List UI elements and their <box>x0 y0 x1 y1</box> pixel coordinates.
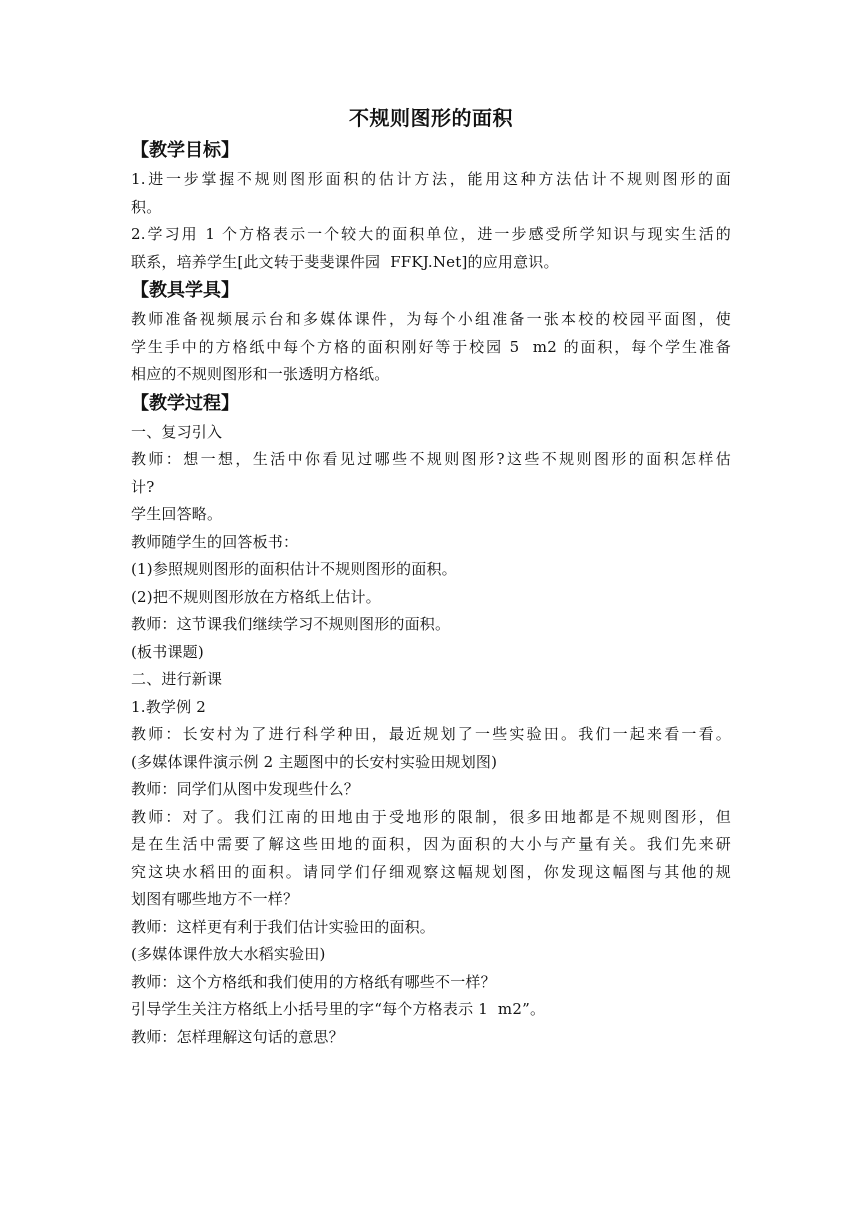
paragraph-line: 教师：这节课我们继续学习不规则图形的面积。 <box>131 615 451 633</box>
paragraph-line: (多媒体课件演示例 2 主题图中的长安村实验田规划图) <box>131 752 498 771</box>
paragraph-line: 计? <box>131 477 155 496</box>
paragraph-line: 1.教学例 2 <box>131 697 207 716</box>
paragraph-line: 教师：这样更有利于我们估计实验田的面积。 <box>131 917 436 936</box>
paragraph-line: 引导学生关注方格纸上小括号里的字“每个方格表示 1 m2”。 <box>131 1000 546 1018</box>
paragraph-line: 教师准备视频展示台和多媒体课件，为每个小组准备一张本校的校园平面图，使 <box>131 310 731 328</box>
paragraph-line: (板书课题) <box>131 642 204 661</box>
paragraph-line: (1)参照规则图形的面积估计不规则图形的面积。 <box>131 560 457 578</box>
paragraph-line: 教师随学生的回答板书： <box>131 532 299 551</box>
paragraph-line: 学生手中的方格纸中每个方格的面积刚好等于校园 5 m2 的面积，每个学生准备 <box>131 337 731 356</box>
paragraph-line: 教师：对了。我们江南的田地由于受地形的限制，很多田地都是不规则图形，但 <box>131 807 731 826</box>
section-teaching-tools <box>131 276 731 389</box>
paragraph-line: 究这块水稻田的面积。请同学们仔细观察这幅规划图，你发现这幅图与其他的规 <box>131 862 731 881</box>
paragraph-line: 是在生活中需要了解这些田地的面积，因为面积的大小与产量有关。我们先来研 <box>131 835 731 853</box>
paragraph-line: (2)把不规则图形放在方格纸上估计。 <box>131 587 381 606</box>
paragraph-line: 二、进行新课 <box>131 670 223 688</box>
paragraph-line: 学生回答略。 <box>131 505 223 523</box>
document-page <box>131 100 731 1051</box>
section-heading-goals: 【教学目标】 <box>131 140 239 161</box>
document-title: 不规则图形的面积 <box>349 106 513 130</box>
section-heading-process: 【教学过程】 <box>131 392 239 414</box>
paragraph-line: 2.学习用 1 个方格表示一个较大的面积单位，进一步感受所学知识与现实生活的 <box>131 225 731 243</box>
paragraph-line: 相应的不规则图形和一张透明方格纸。 <box>131 365 390 383</box>
paragraph-line: 教师：怎样理解这句话的意思？ <box>131 1027 344 1046</box>
paragraph-line: 积。 <box>131 197 162 216</box>
paragraph-line: 一、复习引入 <box>131 422 223 441</box>
paragraph-line: 联系，培养学生[此文转于斐斐课件园 FFKJ.Net]的应用意识。 <box>131 252 559 271</box>
section-teaching-goals <box>131 136 731 276</box>
paragraph-line: (多媒体课件放大水稻实验田) <box>131 945 326 963</box>
section-teaching-process <box>131 389 731 1052</box>
paragraph-line: 划图有哪些地方不一样？ <box>131 890 299 908</box>
section-heading-tools: 【教具学具】 <box>131 280 239 301</box>
paragraph-line: 1.进一步掌握不规则图形面积的估计方法，能用这种方法估计不规则图形的面 <box>131 170 731 188</box>
paragraph-line: 教师：这个方格纸和我们使用的方格纸有哪些不一样？ <box>131 972 496 991</box>
paragraph-line: 教师：想一想，生活中你看见过哪些不规则图形?这些不规则图形的面积怎样估 <box>131 450 731 468</box>
paragraph-line: 教师：长安村为了进行科学种田，最近规划了一些实验田。我们一起来看一看。 <box>131 725 731 743</box>
paragraph-line: 教师：同学们从图中发现些什么？ <box>131 780 360 798</box>
